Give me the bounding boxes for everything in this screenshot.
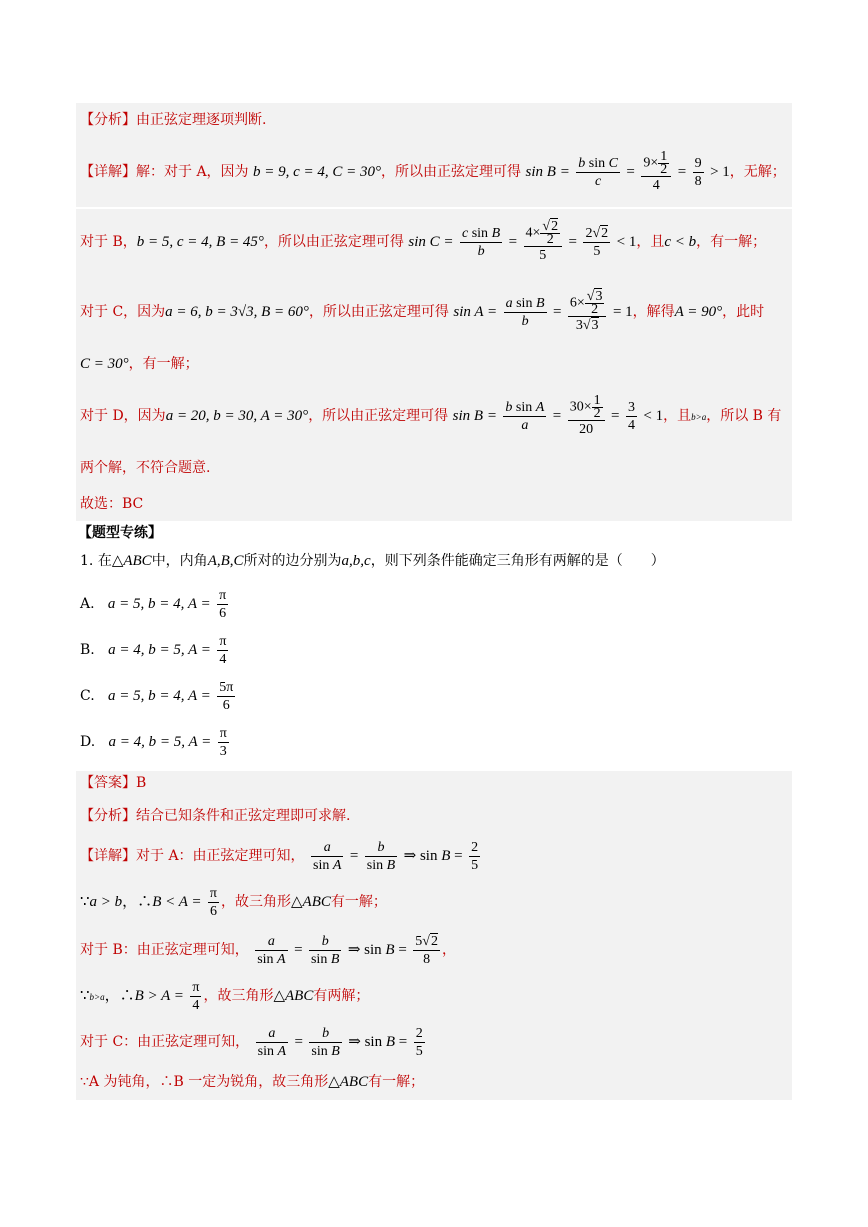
fraction: $\frac{2√2}{5}$ <box>585 225 609 259</box>
analysis-line: 【分析】由正弦定理逐项判断. <box>80 112 267 128</box>
answer-analysis: 【分析】结合已知条件和正弦定理即可求解. <box>80 808 351 824</box>
answer-detail-b: 对于 B：由正弦定理可知， $\frac{a}{\text{sin A}}$ = $\frac{b}{\text{sin B}}$ ⇒ sin B = $\frac{5√2}{8}$ ， <box>80 933 456 967</box>
answer-detail-c2: ∵A 为钝角，∴B 一定为锐角，故三角形△ABC有一解； <box>80 1074 425 1090</box>
option-d: D. a = 4, b = 5, A = $\frac{\pi}{3}$ <box>80 725 227 759</box>
detail-line-b: 对于 B，b = 5, c = 4, B = 45°，所以由正弦定理可得 sin C = $\frac{\text{c sin B}}{b}$ = 4× $\frac{√2}{2}$ 5 = $\frac{2√2}{5}$ < 1，且c < b，有一解； <box>80 218 767 263</box>
fraction: $\frac{\text{c sin B}}{b}$ <box>462 225 501 259</box>
answer-detail-b2: ∵b>a，∴B > A = $\frac{\pi}{4}$ ，故三角形△ABC有两解； <box>80 979 370 1013</box>
detail-line-d2: 两个解，不符合题意. <box>80 460 211 476</box>
answer-detail-a: 【详解】对于 A：由正弦定理可知， $\frac{a}{\text{sin A}}$ = $\frac{b}{\text{sin B}}$ ⇒ sin B = $\frac{2}{5}$ <box>80 839 479 873</box>
answer-line: 【答案】B <box>80 775 147 791</box>
fraction: $\frac{9}{8}$ <box>694 155 702 189</box>
fraction: $\frac{3}{4}$ <box>627 399 635 433</box>
detail-line-d: 对于 D，因为a = 20, b = 30, A = 30°，所以由正弦定理可得 sin B = $\frac{\text{b sin A}}{a}$ = 30× $\frac{1}{2}$ 20 = $\frac{3}{4}$ < 1，且b>a，所以 B 有 <box>80 392 782 437</box>
question-stem: 1. 在△ABC中，内角A,B,C所对的边分别为a,b,c，则下列条件能确定三角形有两解的是（ ） <box>80 553 665 569</box>
fraction: 9× $\frac{1}{2}$ 4 <box>641 151 671 194</box>
detail-line-c2: C = 30°，有一解； <box>80 356 199 372</box>
section-title: 【题型专练】 <box>78 525 162 541</box>
fraction: $\frac{\text{b sin A}}{a}$ <box>505 399 545 433</box>
option-c: C. a = 5, b = 4, A = $\frac{5\pi}{6}$ <box>80 679 234 713</box>
answer-detail-c: 对于 C：由正弦定理可知， $\frac{a}{\text{sin A}}$ = $\frac{b}{\text{sin B}}$ ⇒ sin B = $\frac{2}{5}$ <box>80 1025 423 1059</box>
formula-sinB: sin B = <box>525 164 570 180</box>
detail-line-c: 对于 C，因为a = 6, b = 3√3, B = 60°，所以由正弦定理可得 sin A = $\frac{\text{a sin B}}{b}$ = 6× $\frac{√3}{2}$ 3√3 = 1，解得A = 90°，此时 <box>80 288 765 333</box>
detail-line-a: 【详解】解：对于 A，因为 b = 9, c = 4, C = 30°，所以由正弦定理可得 sin B = $\frac{\text{b sin C}}{c}$ = 9× $\frac{1}{2}$ 4 = $\frac{9}{8}$ > 1，无解； <box>80 148 786 193</box>
option-b: B. a = 4, b = 5, A = $\frac{\pi}{4}$ <box>80 633 227 667</box>
fraction: $\frac{\text{a sin B}}{b}$ <box>505 295 545 329</box>
fraction: $\frac{\text{b sin C}}{c}$ <box>578 155 618 189</box>
fraction: 4× $\frac{√2}{2}$ 5 <box>524 221 563 264</box>
choice-line: 故选：BC <box>80 496 144 512</box>
fraction: 6× $\frac{√3}{2}$ 3√3 <box>568 291 607 334</box>
fraction: 30× $\frac{1}{2}$ 20 <box>568 395 605 438</box>
answer-detail-a2: ∵a > b，∴B < A = $\frac{\pi}{6}$ ，故三角形△ABC有一解； <box>80 885 387 919</box>
option-a: A. a = 5, b = 4, A = $\frac{\pi}{6}$ <box>80 587 227 621</box>
